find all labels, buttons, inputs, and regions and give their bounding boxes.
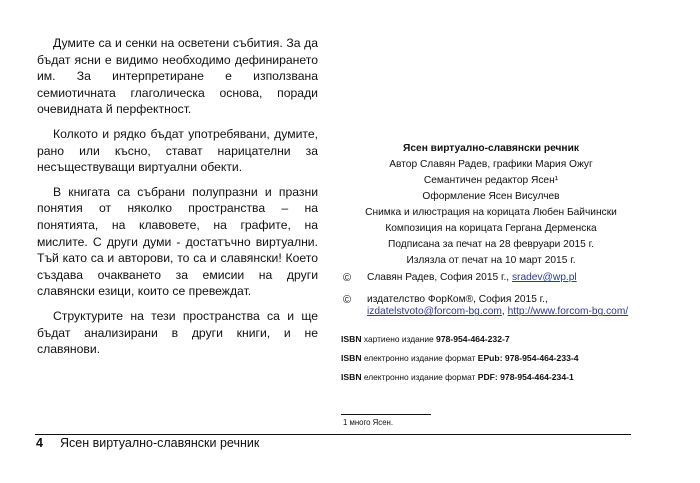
imprint-title: Ясен виртуално-славянски речник <box>403 143 579 154</box>
footnote: 1 много Ясен. <box>343 418 394 427</box>
isbn-print <box>341 333 641 345</box>
copyright-publisher-text: издателство ФорКом®, София 2015 г., <box>367 294 548 305</box>
isbn-epub <box>341 352 641 364</box>
copyright-icon: © <box>343 272 352 284</box>
imprint-line: Оформление Ясен Висулчев <box>422 191 560 202</box>
isbn-label: ISBN <box>341 353 362 363</box>
footnote-divider <box>341 414 431 415</box>
isbn-desc: електронно издание формат <box>361 372 478 382</box>
imprint-line: Автор Славян Радев, графики Мария Ожуг <box>389 159 593 170</box>
isbn-pdf <box>341 371 641 383</box>
isbn-format: PDF <box>477 372 495 382</box>
left-column-text <box>37 35 318 366</box>
isbn-number: : 978-954-464-233-4 <box>499 353 579 363</box>
page-number: 4 <box>36 436 43 450</box>
isbn-number: : 978-954-464-234-1 <box>494 372 574 382</box>
imprint-line: Композиция на корицата Гергана Дерменска <box>385 223 597 234</box>
copyright-icon: © <box>343 294 352 306</box>
imprint-line: Подписана за печат на 28 февруари 2015 г. <box>388 239 594 250</box>
isbn-format: EPub <box>477 353 500 363</box>
isbn-desc: хартиено издание <box>361 334 437 344</box>
link-separator: , <box>501 306 508 318</box>
paragraph: Думите са и сенки на осветени събития. За да бъдат ясни е видимо необходимо дефинирането им. За интерпретиране е използвана семиотичната глаголическа основа, поради очевидната й перфектност. <box>37 36 318 117</box>
copyright-author-text: Славян Радев, София 2015 г., <box>367 272 512 283</box>
isbn-label: ISBN <box>341 334 362 344</box>
footer-divider <box>35 434 631 435</box>
imprint-line: Семантичен редактор Ясен¹ <box>423 175 559 186</box>
copyright-author <box>341 272 641 284</box>
isbn-label: ISBN <box>341 372 362 382</box>
imprint-line: Излязла от печат на 10 март 2015 г. <box>406 255 576 266</box>
paragraph: Колкото и рядко бъдат употребявани, думите, рано или късно, стават нарицателни за несъществуващи виртуални обекти. <box>37 126 318 175</box>
publisher-website-link[interactable]: http://www.forcom-bg.com/ <box>507 306 629 318</box>
running-title: Ясен виртуално-славянски речник <box>60 436 260 450</box>
isbn-number: 978-954-464-232-7 <box>436 334 510 344</box>
paragraph: Структурите на тези пространства са и ще бъдат анализирани в други книги, и не славянови. <box>37 308 318 357</box>
imprint-block <box>341 141 641 269</box>
copyright-publisher <box>341 294 641 319</box>
publisher-email-link[interactable]: izdatelstvoto@forcom-bg.com <box>367 306 502 318</box>
isbn-desc: електронно издание формат <box>361 353 478 363</box>
author-email-link[interactable]: sradev@wp.pl <box>511 272 577 283</box>
imprint-line: Снимка и илюстрация на корицата Любен Байчински <box>365 207 617 218</box>
paragraph: В книгата са събрани полупразни и празни понятия от няколко пространства – на понятията, на клавовете, на графите, на мислите. С други думи - достатъчно виртуални. Тъй като са и авторови, то са и славянски! Което създава очакването за емисии на други славянски езици, които се превеждат. <box>37 184 318 299</box>
